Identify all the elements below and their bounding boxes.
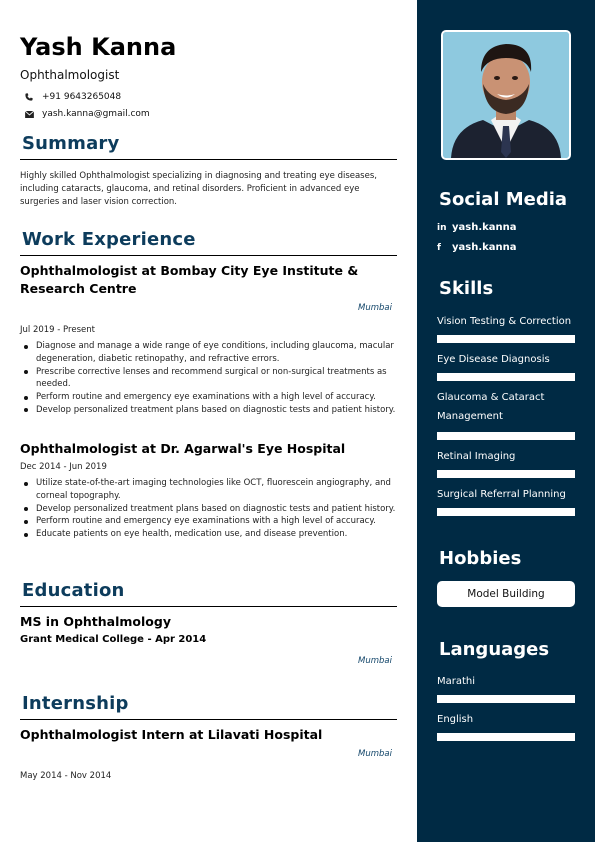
skill-label: Glaucoma & Cataract Management	[437, 392, 545, 422]
education-degree: MS in Ophthalmology	[20, 614, 171, 629]
skill-bar	[437, 432, 575, 440]
envelope-icon	[24, 111, 34, 118]
work-experience-heading: Work Experience	[22, 229, 196, 250]
list-item: Perform routine and emergency eye examinations with a high level of accuracy.	[20, 391, 400, 404]
hobby-badge: Model Building	[437, 581, 575, 607]
list-item: Educate patients on eye health, medication use, and disease prevention.	[20, 528, 400, 541]
skills-heading: Skills	[439, 278, 494, 299]
job-1-location: Mumbai	[358, 303, 392, 313]
list-item: Develop personalized treatment plans based on diagnostic tests and patient history.	[20, 404, 400, 417]
language-bar	[437, 733, 575, 741]
job-2-title: Ophthalmologist at Dr. Agarwal's Eye Hospital	[20, 441, 346, 456]
skill-label: Surgical Referral Planning	[437, 489, 566, 500]
internship-dates: May 2014 - Nov 2014	[20, 771, 112, 781]
phone-number: +91 9643265048	[42, 92, 122, 102]
job-title: Ophthalmologist	[20, 68, 120, 82]
skill-bar	[437, 470, 575, 478]
skill-bar	[437, 373, 575, 381]
candidate-name: Yash Kanna	[20, 33, 177, 61]
hobbies-heading: Hobbies	[439, 548, 522, 569]
phone-icon	[24, 93, 34, 101]
job-1-bullets	[20, 340, 400, 417]
summary-divider	[20, 159, 397, 160]
job-1-title: Ophthalmologist at Bombay City Eye Institute & Research Centre	[20, 263, 359, 296]
social-link-facebook[interactable]	[437, 242, 517, 253]
job-1-dates: Jul 2019 - Present	[20, 325, 95, 335]
language-label: Marathi	[437, 676, 476, 687]
languages-heading: Languages	[439, 639, 550, 660]
social-media-heading: Social Media	[439, 189, 568, 210]
linkedin-icon: in	[437, 222, 447, 233]
education-divider	[20, 606, 397, 607]
summary-heading: Summary	[22, 133, 120, 154]
profile-photo	[441, 30, 571, 160]
internship-location: Mumbai	[358, 749, 392, 759]
internship-heading: Internship	[22, 693, 129, 714]
phone-contact	[24, 92, 121, 102]
list-item: Perform routine and emergency eye examinations with a high level of accuracy.	[20, 515, 400, 528]
education-location: Mumbai	[358, 656, 392, 666]
list-item: Diagnose and manage a wide range of eye conditions, including glaucoma, macular degeneration, diabetic retinopathy, and refractive errors.	[20, 340, 400, 366]
language-label: English	[437, 714, 474, 725]
internship-title: Ophthalmologist Intern at Lilavati Hospital	[20, 727, 323, 742]
job-2-dates: Dec 2014 - Jun 2019	[20, 462, 107, 472]
list-item: Develop personalized treatment plans based on diagnostic tests and patient history.	[20, 503, 400, 516]
education-school: Grant Medical College - Apr 2014	[20, 634, 207, 645]
social-link-linkedin[interactable]	[437, 222, 517, 233]
skill-bar	[437, 508, 575, 516]
education-heading: Education	[22, 580, 125, 601]
skill-label: Retinal Imaging	[437, 451, 516, 462]
skill-label: Eye Disease Diagnosis	[437, 354, 550, 365]
facebook-handle: yash.kanna	[452, 242, 517, 253]
email-address: yash.kanna@gmail.com	[42, 109, 150, 119]
email-contact	[24, 109, 150, 119]
skill-bar	[437, 335, 575, 343]
linkedin-handle: yash.kanna	[452, 222, 517, 233]
skill-label: Vision Testing & Correction	[437, 316, 572, 327]
list-item: Utilize state-of-the-art imaging technologies like OCT, fluorescein angiography, and corneal topography.	[20, 477, 400, 503]
summary-text: Highly skilled Ophthalmologist specializing in diagnosing and treating eye diseases, including cataracts, glaucoma, and retinal disorders. Proficient in advanced eye surgeries and laser vision correction.	[20, 171, 377, 207]
facebook-icon: f	[437, 242, 441, 253]
job-2-bullets	[20, 477, 400, 541]
language-bar	[437, 695, 575, 703]
list-item: Prescribe corrective lenses and recommend surgical or non-surgical treatments as needed.	[20, 366, 400, 392]
internship-divider	[20, 719, 397, 720]
work-experience-divider	[20, 255, 397, 256]
